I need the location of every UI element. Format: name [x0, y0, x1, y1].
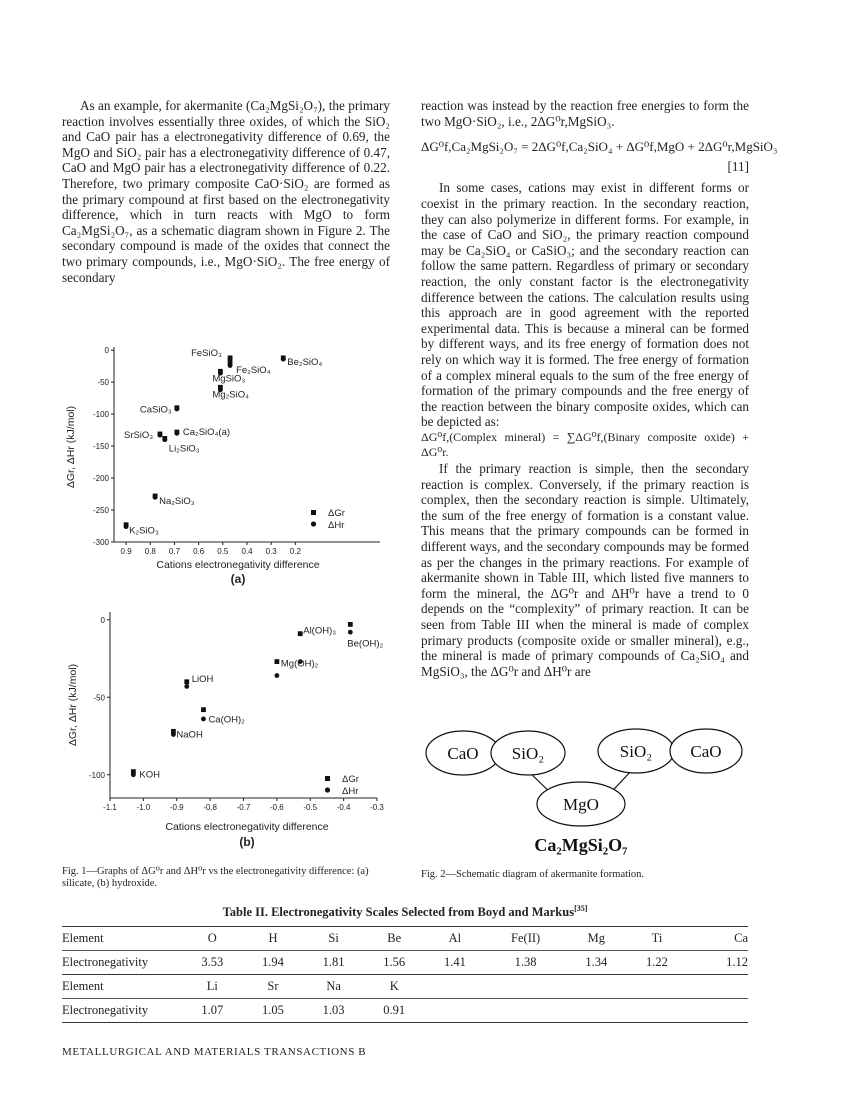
right-column	[421, 98, 778, 679]
table-cell: Na	[303, 975, 364, 999]
x-tick-label: 0.2	[289, 547, 301, 556]
table-cell: Al	[425, 927, 486, 951]
point-label: MgSiO₃	[212, 373, 246, 385]
point-label: Be(OH)₂	[347, 638, 384, 650]
y-tick-label: -50	[97, 378, 109, 388]
node-cao-left-label: CaO	[447, 744, 479, 763]
fig2-diagram	[421, 725, 751, 860]
point-hr	[184, 684, 189, 689]
equation-11-number: [11]	[727, 158, 749, 174]
x-tick-label: 0.6	[193, 547, 205, 556]
table-cell: 0.91	[364, 999, 425, 1023]
chart-b-xlabel: Cations electronegativity difference	[165, 821, 329, 833]
x-tick-label: 0.8	[144, 547, 156, 556]
table-cell: 1.07	[182, 999, 243, 1023]
point-label: FeSiO₃	[191, 347, 222, 359]
y-tick-label: -150	[92, 442, 109, 452]
table-cell: H	[243, 927, 304, 951]
table-cell: Fe(II)	[485, 927, 566, 951]
table-row	[62, 975, 748, 999]
table-cell: Ca	[687, 927, 748, 951]
table-cell: 1.41	[425, 951, 486, 975]
point-hr	[274, 673, 279, 678]
point-hr	[228, 363, 233, 368]
table-title	[62, 904, 748, 920]
x-tick-label: 0.9	[120, 547, 132, 556]
table-cell: Element	[62, 927, 182, 951]
point-label: Ca(OH)₂	[208, 714, 245, 726]
right-paragraph-2: In some cases, cations may exist in different forms or coexist in the primary reaction. In the secondary reaction, they can also polymerize in different forms. For example, in the case of CaO and SiO₂, the primary reaction compound may be Ca₂SiO₄ or CaSiO₃; and the secondary reaction can follow the same pattern. Regardless of primary or secondary reaction, the only constant factor is the electronegativity difference between the cations. The calculation results using this approach are in good agreement with the reported experimental data. This is because a mineral can be formed by different ways, and its free energy of formation does not rely on which way it is formed. The free energy of formation of a complex mineral equals to the sum of the free energy of formation of the primary compounds and the free energy of the reaction between the binary composite oxides, which can be depicted as:	[421, 180, 749, 430]
point-label: Mg₂SiO₄	[212, 389, 250, 401]
point-hr	[174, 407, 179, 412]
fig2-formula: Ca₂MgSi₂O₇	[534, 835, 628, 855]
table-cell: Mg	[566, 927, 627, 951]
legend-hr-label: ΔHr	[342, 786, 359, 797]
x-tick-label: -0.6	[269, 803, 284, 812]
x-tick-label: -0.7	[236, 803, 251, 812]
table-row	[62, 927, 748, 951]
chart-a-ylabel: ΔGr, ΔHr (kJ/mol)	[65, 405, 77, 489]
legend-hr-marker	[325, 787, 330, 792]
chart-b-ylabel: ΔGr, ΔHr (kJ/mol)	[67, 663, 79, 747]
chart-a-silicate	[62, 335, 392, 590]
point-hr	[174, 431, 179, 436]
point-label: KOH	[139, 769, 160, 781]
x-tick-label: 0.3	[265, 547, 277, 556]
chart-a-panel-label: (a)	[230, 572, 246, 586]
x-tick-label: 0.5	[217, 547, 229, 556]
table-row	[62, 951, 748, 975]
point-hr	[162, 437, 167, 442]
point-label: Be₂SiO₄	[287, 356, 323, 368]
point-hr	[158, 433, 163, 438]
table-cell: Be	[364, 927, 425, 951]
table-cell: 1.05	[243, 999, 304, 1023]
point-gr	[184, 679, 189, 684]
x-tick-label: 0.7	[168, 547, 181, 556]
inline-equation: ΔG⁰f,(Complex mineral) = ∑ΔG⁰f,(Binary composite oxide) + ΔG⁰r.	[421, 429, 749, 460]
table-cell: 1.94	[243, 951, 304, 975]
y-tick-label: -300	[92, 538, 109, 547]
legend-hr-label: ΔHr	[328, 520, 345, 531]
point-label: Li₂SiO₃	[168, 443, 200, 455]
chart-b-hydroxide	[62, 600, 392, 855]
table-cell: 1.38	[485, 951, 566, 975]
fig2-caption: Fig. 2—Schematic diagram of akermanite formation.	[421, 869, 645, 880]
y-tick-label: -250	[92, 506, 109, 516]
x-tick-label: -1.1	[103, 803, 117, 812]
legend-gr-marker	[325, 776, 330, 781]
table-cell: 3.53	[182, 951, 243, 975]
table-cell: Element	[62, 975, 182, 999]
point-gr	[298, 631, 303, 636]
y-tick-label: -200	[92, 474, 109, 484]
point-label: CaSiO₃	[139, 404, 172, 416]
chart-a-marks	[124, 348, 323, 537]
equation-11: ΔG⁰f,Ca₂MgSi₂O₇ = 2ΔG⁰f,Ca₂SiO₄ + ΔG⁰f,MgO + 2ΔG⁰r,MgSiO₃	[421, 139, 778, 155]
x-tick-label: -0.3	[370, 803, 384, 812]
chart-b-legend	[325, 774, 359, 797]
y-tick-label: -100	[88, 770, 105, 780]
table-cell: 1.56	[364, 951, 425, 975]
point-gr	[274, 659, 279, 664]
table-row	[62, 999, 748, 1023]
table-cell: 1.12	[687, 951, 748, 975]
point-hr	[153, 495, 158, 500]
x-tick-label: -0.9	[169, 803, 184, 812]
table-cell: K	[364, 975, 425, 999]
table-cell: O	[182, 927, 243, 951]
point-label: Ca₂SiO₄(a)	[182, 427, 231, 439]
table-cell: Sr	[243, 975, 304, 999]
point-label: Al(OH)₃	[303, 625, 337, 637]
table-title-ref: [35]	[574, 904, 588, 913]
y-tick-label: -100	[92, 410, 109, 420]
chart-a-legend	[311, 508, 345, 531]
journal-footer: METALLURGICAL AND MATERIALS TRANSACTIONS B	[62, 1046, 367, 1058]
y-tick-label: 0	[100, 615, 105, 625]
table-cell: Electronegativity	[62, 999, 182, 1023]
x-tick-label: -0.4	[336, 803, 351, 812]
table-cell: Electronegativity	[62, 951, 182, 975]
table-cell: Ti	[627, 927, 688, 951]
legend-hr-marker	[311, 521, 316, 526]
point-gr	[348, 622, 353, 627]
legend-gr-label: ΔGr	[342, 774, 359, 785]
y-tick-label: -50	[93, 693, 105, 703]
point-label: K₂SiO₃	[129, 525, 159, 537]
table-cell: Li	[182, 975, 243, 999]
node-mgo-label: MgO	[563, 795, 599, 814]
table-cell: 1.34	[566, 951, 627, 975]
point-hr	[131, 772, 136, 777]
point-gr	[201, 707, 206, 712]
x-tick-label: -0.5	[303, 803, 318, 812]
point-label: NaOH	[176, 729, 203, 741]
table-cell: 1.81	[303, 951, 364, 975]
point-label: Na₂SiO₃	[159, 495, 195, 507]
y-tick-label: 0	[104, 346, 109, 356]
point-label: Fe₂SiO₄	[236, 364, 271, 376]
right-paragraph-3: If the primary reaction is simple, then the secondary reaction is complex. Conversely, if the primary reaction is complex, then the secondary reaction is simple. Ultimately, the sum of the free energy of formation is a constant value. This means that the primary compounds can be formed in different ways, and the secondary compounds may be formed as per the changes in the primary reactions. For example of akermanite shown in Table III, which listed five manners to form the mineral, the ΔG⁰r and ΔH⁰r have a trend to 0 depends on the “complexity” of primary reaction. It can be seen from Table III when the mineral is made of complex primary products (composite oxide or smaller mineral), e.g., the mineral is made of primary compounds of Ca₂SiO₄ and MgSiO₃, the ΔG⁰r and ΔH⁰r are	[421, 461, 749, 679]
x-tick-label: 0.4	[241, 547, 253, 556]
left-column	[62, 98, 390, 285]
point-hr	[201, 717, 206, 722]
chart-b-panel-label: (b)	[239, 835, 255, 849]
point-hr	[281, 357, 286, 362]
node-cao-right-label: CaO	[690, 742, 722, 761]
table-cell: 1.03	[303, 999, 364, 1023]
right-paragraph-1: reaction was instead by the reaction free energies to form the two MgO·SiO₂, i.e., 2ΔG⁰r,MgSiO₃.	[421, 98, 749, 129]
table-title-text: Table II. Electronegativity Scales Selected from Boyd and Markus	[222, 905, 575, 920]
left-paragraph-1: As an example, for akermanite (Ca₂MgSi₂O₇), the primary reaction involves essentially three oxides, of which the SiO₂ and CaO pair has a electronegativity difference of 0.69, the MgO and SiO₂ pair has a electronegativity difference of 0.47, CaO and MgO pair has a electronegativity difference of 0.22. Therefore, two primary composite CaO·SiO₂ are formed as the primary compound at first based on the electronegativity difference, which in turn reacts with MgO to form Ca₂MgSi₂O₇, as a schematic diagram shown in Figure 2. The secondary compound is made of the oxides that connect the two primary compounds, i.e., MgO·SiO₂. The free energy of secondary	[62, 98, 390, 285]
x-tick-label: -0.8	[203, 803, 218, 812]
x-tick-label: -1.0	[136, 803, 151, 812]
fig1-caption: Fig. 1—Graphs of ΔG⁰r and ΔH⁰r vs the electronegativity difference: (a) silicate, (b) hydroxide.	[62, 866, 369, 889]
point-label: LiOH	[191, 673, 214, 685]
electronegativity-table	[62, 926, 748, 1023]
point-hr	[124, 524, 129, 529]
point-hr	[348, 630, 353, 635]
point-label: SrSiO₃	[123, 429, 154, 441]
chart-a-xlabel: Cations electronegativity difference	[156, 559, 320, 571]
table-cell: 1.22	[627, 951, 688, 975]
node-sio2-left-label: SiO₂	[511, 744, 545, 763]
chart-b-axes	[89, 612, 384, 812]
point-hr	[171, 732, 176, 737]
legend-gr-marker	[311, 510, 316, 515]
point-label: Mg(OH)₂	[280, 658, 319, 670]
legend-gr-label: ΔGr	[328, 508, 345, 519]
chart-b-marks	[131, 622, 384, 781]
node-sio2-right-label: SiO₂	[619, 742, 653, 761]
table-cell: Si	[303, 927, 364, 951]
